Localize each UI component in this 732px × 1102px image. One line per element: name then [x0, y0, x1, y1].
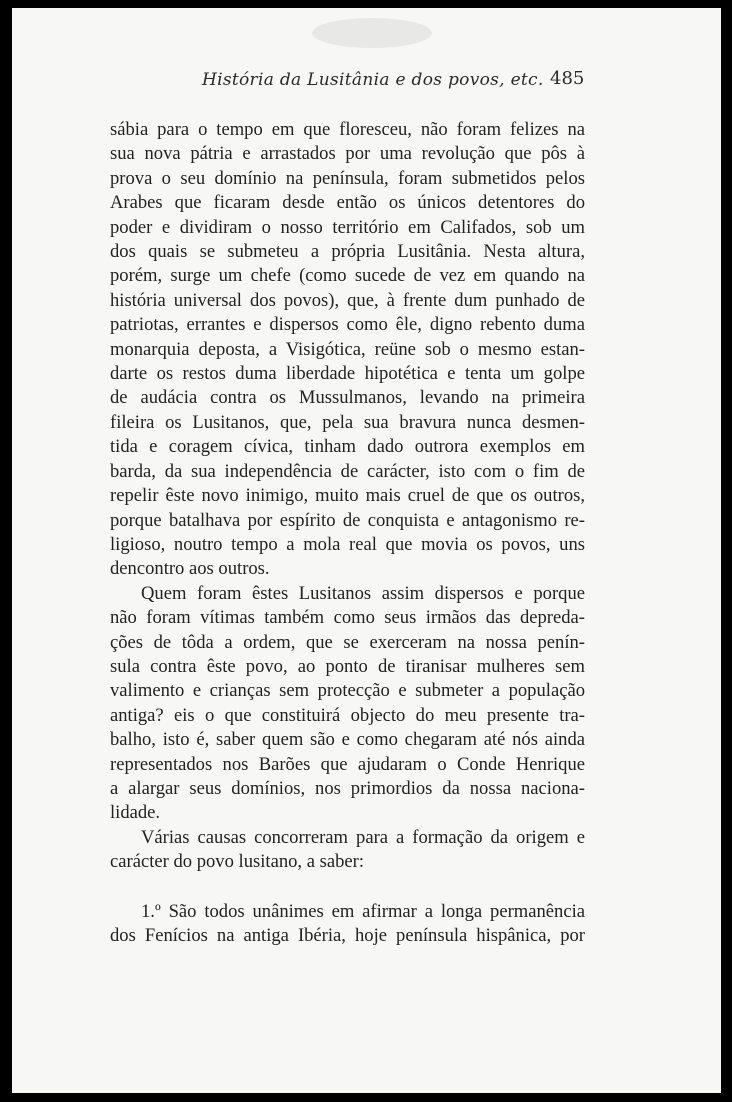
- text-line: poder e dividiram o nosso território em Califados, sob um: [110, 216, 585, 238]
- text-line: repelir êste novo inimigo, muito mais cruel de que os outros,: [110, 485, 585, 507]
- numbered-paragraph: [110, 900, 585, 949]
- text-line: Várias causas concorreram para a formação da origem e: [141, 826, 585, 848]
- text-line: lidade.: [110, 802, 161, 824]
- text-line: não foram vítimas também como seus irmãos das depreda-: [110, 607, 585, 629]
- text-line: dos quais se submeteu a própria Lusitânia. Nesta altura,: [110, 241, 585, 263]
- text-line: Arabes que ficaram desde então os únicos detentores do: [110, 192, 585, 214]
- running-title: História da Lusitânia e dos povos, etc.: [202, 70, 544, 90]
- text-line: tida e coragem cívica, tinham dado outrora exemplos em: [110, 436, 585, 458]
- text-line: prova o seu domínio na península, foram submetidos pelos: [110, 167, 585, 189]
- text-line: ções de tôda a ordem, que se exerceram na nossa penín-: [110, 631, 585, 653]
- book-page: [12, 8, 721, 1093]
- text-line: antiga? eis o que constituirá objecto do meu presente tra-: [110, 704, 585, 726]
- paragraph: [110, 118, 585, 582]
- text-line: representados nos Barões que ajudaram o Conde Henrique: [110, 753, 585, 775]
- text-line: Quem foram êstes Lusitanos assim dispersos e porque: [141, 582, 585, 604]
- text-line: barda, da sua independência de carácter, isto com o fim de: [110, 460, 585, 482]
- text-line: fileira os Lusitanos, que, pela sua bravura nunca desmen-: [110, 411, 585, 433]
- text-line: patriotas, errantes e dispersos como êle, digno rebento duma: [110, 314, 585, 336]
- text-line: a alargar seus domínios, nos primordios da nossa naciona-: [110, 777, 585, 799]
- text-line: ligioso, noutro tempo a mola real que movia os povos, uns: [110, 533, 585, 555]
- text-line: valimento e crianças sem protecção e submeter a população: [110, 680, 585, 702]
- text-line: dos Fenícios na antiga Ibéria, hoje península hispânica, por: [110, 925, 585, 946]
- text-line: 1.º São todos unânimes em afirmar a longa permanência: [141, 900, 585, 922]
- text-line: dencontro aos outros.: [110, 558, 270, 580]
- text-line: carácter do povo lusitano, a saber:: [110, 851, 365, 873]
- body-text: [110, 118, 585, 948]
- text-line: sábia para o tempo em que floresceu, não foram felizes na: [110, 119, 585, 140]
- text-line: balho, isto é, saber quem são e como chegaram até nós ainda: [110, 729, 585, 751]
- page-number: 485: [550, 68, 585, 89]
- paragraph: [110, 582, 585, 826]
- text-line: sula contra êste povo, ao ponto de tiranisar mulheres sem: [110, 655, 585, 677]
- paper-smudge: [312, 18, 432, 48]
- text-line: sua nova pátria e arrastados por uma revolução que pôs à: [110, 143, 585, 165]
- text-line: monarquia deposta, a Visigótica, reüne sob o mesmo estan-: [110, 338, 585, 360]
- paragraph: [110, 826, 585, 875]
- text-line: porém, surge um chefe (como sucede de vez em quando na: [110, 265, 585, 287]
- text-line: porque batalhava por espírito de conquista e antagonismo re-: [110, 509, 585, 531]
- text-line: darte os restos duma liberdade hipotética e tenta um golpe: [110, 363, 585, 385]
- text-line: de audácia contra os Mussulmanos, levando na primeira: [110, 387, 585, 409]
- text-line: história universal dos povos), que, à frente dum punhado de: [110, 289, 585, 311]
